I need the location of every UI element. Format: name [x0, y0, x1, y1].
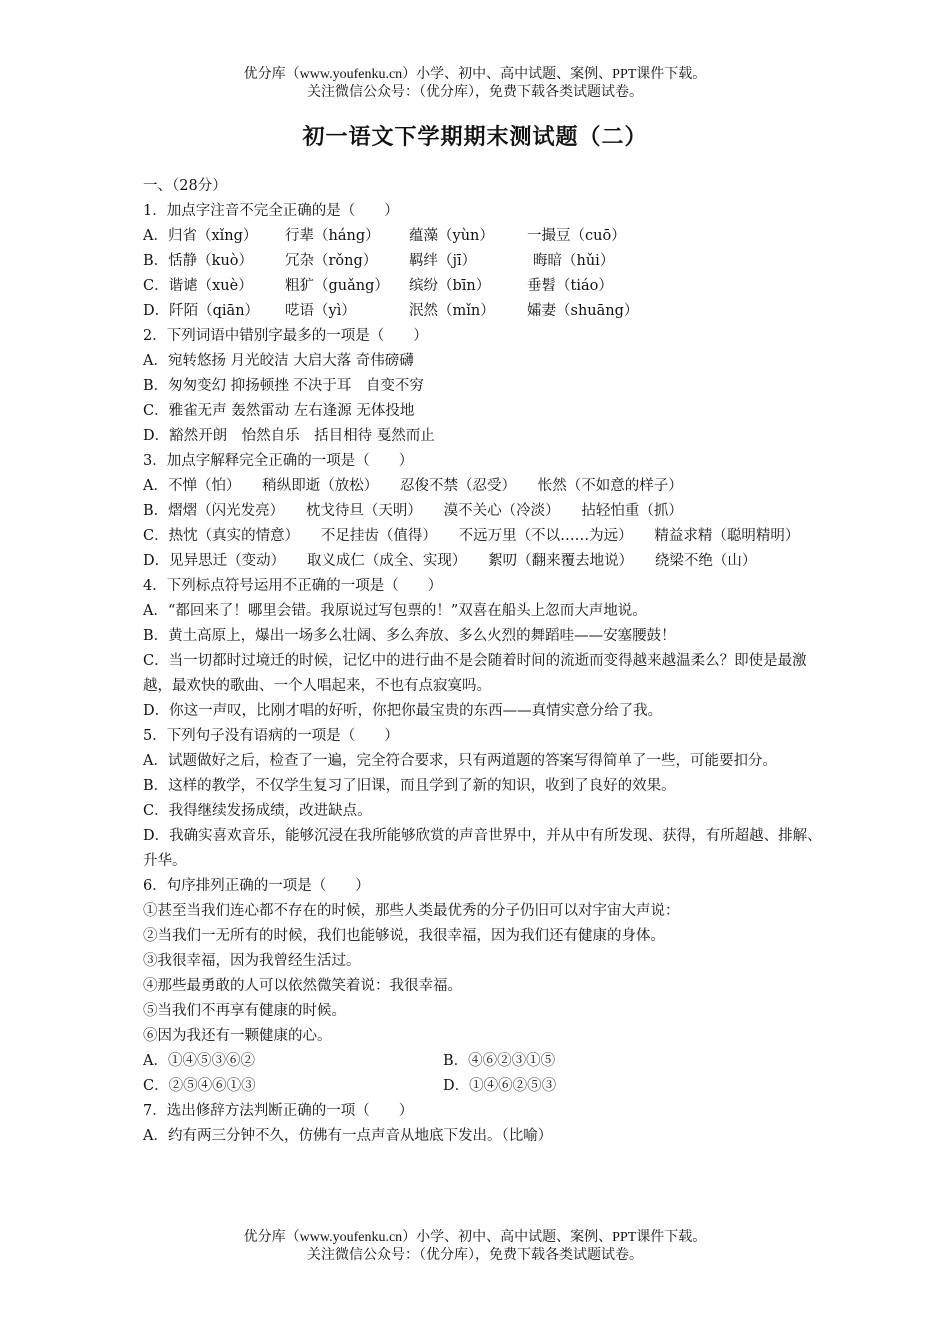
q1-option-c — [143, 274, 823, 299]
header-line-2: 关注微信公众号：（优分库），免费下载各类试题试卷。 — [307, 85, 643, 100]
q1-a-4: 一撮豆（cuō） — [527, 228, 626, 244]
q6-sentence-4: ④那些最勇敢的人可以依然微笑着说：我很幸福。 — [143, 978, 462, 994]
page-footer — [0, 1229, 950, 1265]
q1-c-3: 缤纷（bīn） — [409, 278, 491, 294]
q1-stem: 1．加点字注音不完全正确的是（ ） — [143, 203, 399, 219]
q6-option-c: C．②⑤④⑥①③ — [143, 1078, 256, 1094]
q6-sentence-2: ②当我们一无所有的时候，我们也能够说，我很幸福，因为我们还有健康的身体。 — [143, 928, 665, 944]
q6-options-ab — [143, 1049, 823, 1074]
q1-c-4: 垂髫（tiáo） — [527, 278, 613, 294]
page-header — [0, 66, 950, 102]
q2-option-a: A．宛转悠扬 月光皎洁 大启大落 奇伟磅礴 — [143, 353, 414, 369]
q6-sentence-5: ⑤当我们不再享有健康的时候。 — [143, 1003, 346, 1019]
q1-d-4: 孀妻（shuāng） — [527, 303, 639, 319]
footer-line-1: 优分库（www.youfenku.cn）小学、初中、高中试题、案例、PPT课件下载。 — [243, 1230, 707, 1245]
q6-options-cd — [143, 1074, 823, 1099]
q2-stem: 2．下列词语中错别字最多的一项是（ ） — [143, 328, 428, 344]
q4-option-b: B．黄土高原上，爆出一场多么壮阔、多么奔放、多么火烈的舞蹈哇——安塞腰鼓！ — [143, 628, 676, 644]
q1-d-3: 泯然（mǐn） — [409, 303, 495, 319]
q4-option-c: C．当一切都时过境迁的时候，记忆中的进行曲不是会随着时间的流逝而变得越来越温柔么？即使是最激越，最欢快的歌曲、一个人唱起来，不也有点寂寞吗。 — [143, 653, 807, 694]
q6-option-d: D．①④⑥②⑤③ — [443, 1078, 557, 1094]
q1-a-2: 行辈（háng） — [285, 228, 380, 244]
q1-a-1: A．归省（xǐng） — [143, 228, 258, 244]
q4-option-d: D．你这一声叹，比刚才唱的好听，你把你最宝贵的东西——真情实意分给了我。 — [143, 703, 663, 719]
q1-c-1: C．谐谑（xuè） — [143, 278, 253, 294]
q1-option-d — [143, 299, 823, 324]
q6-sentence-3: ③我很幸福，因为我曾经生活过。 — [143, 953, 361, 969]
header-line-1: 优分库（www.youfenku.cn）小学、初中、高中试题、案例、PPT课件下载。 — [243, 67, 707, 82]
q6-sentence-6: ⑥因为我还有一颗健康的心。 — [143, 1028, 332, 1044]
q1-c-2: 粗犷（guǎng） — [285, 278, 389, 294]
q4-option-a: A．“都回来了！哪里会错。我原说过写包票的！”双喜在船头上忽而大声地说。 — [143, 603, 647, 619]
q2-option-d: D．豁然开朗 怡然自乐 括目相待 戛然而止 — [143, 428, 435, 444]
q2-option-c: C．雅雀无声 轰然雷动 左右逢源 无体投地 — [143, 403, 415, 419]
footer-line-2: 关注微信公众号：（优分库），免费下载各类试题试卷。 — [307, 1248, 643, 1263]
q6-option-b: B．④⑥②③①⑤ — [443, 1053, 556, 1069]
exam-body — [143, 174, 823, 1149]
q1-option-b — [143, 249, 823, 274]
q5-stem: 5．下列句子没有语病的一项是（ ） — [143, 728, 399, 744]
section-heading: 一、（28分） — [143, 178, 227, 194]
q5-option-c: C．我得继续发扬成绩，改进缺点。 — [143, 803, 372, 819]
q1-b-2: 冗杂（rǒng） — [285, 253, 378, 269]
q6-option-a: A．①④⑤③⑥② — [143, 1053, 255, 1069]
q3-stem: 3．加点字解释完全正确的一项是（ ） — [143, 453, 414, 469]
q5-option-b: B．这样的教学，不仅学生复习了旧课，而且学到了新的知识，收到了良好的效果。 — [143, 778, 676, 794]
q3-option-d: D．见异思迁（变动） 取义成仁（成全、实现） 絮叨（翻来覆去地说） 绕梁不绝（山） — [143, 553, 757, 569]
q5-option-a: A．试题做好之后，检查了一遍，完全符合要求，只有两道题的答案写得简单了一些，可能要扣分。 — [143, 753, 777, 769]
q6-sentence-1: ①甚至当我们连心都不存在的时候，那些人类最优秀的分子仍旧可以对宇宙大声说： — [143, 903, 680, 919]
q3-option-c: C．热忱（真实的情意） 不足挂齿（值得） 不远万里（不以……为远） 精益求精（聪明精明） — [143, 528, 800, 544]
q1-b-1: B．恬静（kuò） — [143, 253, 254, 269]
q1-d-2: 呓语（yì） — [285, 303, 356, 319]
q2-option-b: B．匆匆变幻 抑扬顿挫 不决于耳 自变不穷 — [143, 378, 424, 394]
q7-option-a: A．约有两三分钟不久，仿佛有一点声音从地底下发出。（比喻） — [143, 1128, 553, 1144]
q7-stem: 7．选出修辞方法判断正确的一项（ ） — [143, 1103, 414, 1119]
q5-option-d: D．我确实喜欢音乐，能够沉浸在我所能够欣赏的声音世界中，并从中有所发现、获得，有所超越、排解、升华。 — [143, 828, 822, 869]
page-title: 初一语文下学期期末测试题（二） — [302, 124, 648, 150]
q6-stem: 6．句序排列正确的一项是（ ） — [143, 878, 370, 894]
q4-stem: 4．下列标点符号运用不正确的一项是（ ） — [143, 578, 443, 594]
q1-a-3: 蕴藻（yùn） — [409, 228, 494, 244]
q3-option-a: A．不惮（怕） 稍纵即逝（放松） 忍俊不禁（忍受） 怅然（不如意的样子） — [143, 478, 683, 494]
q1-b-3: 羁绊（jī） — [409, 253, 477, 269]
q1-b-4: 晦暗（hǔi） — [533, 253, 615, 269]
q3-option-b: B．熠熠（闪光发亮） 枕戈待旦（天明） 漠不关心（冷淡） 拈轻怕重（抓） — [143, 503, 683, 519]
q1-d-1: D．阡陌（qiān） — [143, 303, 260, 319]
q1-option-a — [143, 224, 823, 249]
